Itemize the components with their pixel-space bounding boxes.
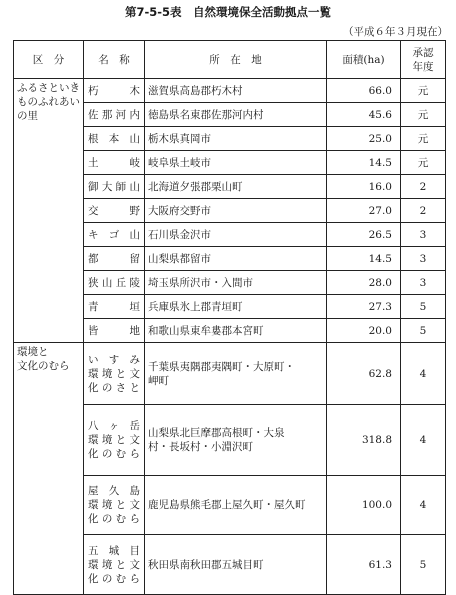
area-cell: 45.6 xyxy=(327,103,401,127)
location-cell: 千葉県夷隅郡夷隅町・大原町・ 岬町 xyxy=(145,343,327,405)
location-cell: 和歌山県東牟婁郡本宮町 xyxy=(145,319,327,343)
area-cell: 100.0 xyxy=(327,476,401,535)
area-cell: 26.5 xyxy=(327,223,401,247)
area-cell: 27.3 xyxy=(327,295,401,319)
area-cell: 16.0 xyxy=(327,175,401,199)
base-list-table xyxy=(13,40,446,595)
table-row xyxy=(14,343,446,405)
year-cell: 3 xyxy=(401,247,446,271)
header-location: 所 在 地 xyxy=(145,41,327,79)
name-cell: 朽木 xyxy=(84,79,145,103)
header-row xyxy=(14,41,446,79)
location-cell: 鹿児島県熊毛郡上屋久町・屋久町 xyxy=(145,476,327,535)
area-cell: 66.0 xyxy=(327,79,401,103)
header-area: 面積(ha) xyxy=(327,41,401,79)
year-cell: 3 xyxy=(401,271,446,295)
category-cell: ふるさといきものふれあいの里 xyxy=(14,79,84,343)
year-cell: 元 xyxy=(401,151,446,175)
year-cell: 2 xyxy=(401,175,446,199)
area-cell: 14.5 xyxy=(327,151,401,175)
name-cell: 土岐 xyxy=(84,151,145,175)
location-cell: 大阪府交野市 xyxy=(145,199,327,223)
year-cell: 5 xyxy=(401,295,446,319)
category-cell: 環境と 文化のむら xyxy=(14,343,84,595)
area-cell: 27.0 xyxy=(327,199,401,223)
name-cell: 八ヶ岳 環境と文 化のむら xyxy=(84,405,145,476)
area-cell: 62.8 xyxy=(327,343,401,405)
name-cell: 交野 xyxy=(84,199,145,223)
header-category: 区 分 xyxy=(14,41,84,79)
location-cell: 岐阜県土岐市 xyxy=(145,151,327,175)
area-cell: 318.8 xyxy=(327,405,401,476)
name-cell: 佐那河内 xyxy=(84,103,145,127)
header-name: 名 称 xyxy=(84,41,145,79)
year-cell: 5 xyxy=(401,319,446,343)
location-cell: 滋賀県高島郡朽木村 xyxy=(145,79,327,103)
area-cell: 25.0 xyxy=(327,127,401,151)
location-cell: 山梨県北巨摩郡高根町・大泉 村・長坂村・小淵沢町 xyxy=(145,405,327,476)
location-cell: 秋田県南秋田郡五城目町 xyxy=(145,535,327,595)
location-cell: 徳島県名東郡佐那河内村 xyxy=(145,103,327,127)
name-cell: 五城目 環境と文 化のむら xyxy=(84,535,145,595)
name-cell: 屋久島 環境と文 化のむら xyxy=(84,476,145,535)
table-row xyxy=(14,79,446,103)
year-cell: 元 xyxy=(401,79,446,103)
year-cell: 元 xyxy=(401,127,446,151)
area-cell: 28.0 xyxy=(327,271,401,295)
date-note: （平成６年３月現在） xyxy=(343,26,448,38)
name-cell: 青垣 xyxy=(84,295,145,319)
name-cell: いすみ 環境と文 化のさと xyxy=(84,343,145,405)
year-cell: 4 xyxy=(401,405,446,476)
name-cell: 御大師山 xyxy=(84,175,145,199)
year-cell: 3 xyxy=(401,223,446,247)
name-cell: 皆地 xyxy=(84,319,145,343)
location-cell: 石川県金沢市 xyxy=(145,223,327,247)
location-cell: 栃木県真岡市 xyxy=(145,127,327,151)
area-cell: 61.3 xyxy=(327,535,401,595)
year-cell: 4 xyxy=(401,476,446,535)
location-cell: 埼玉県所沢市・入間市 xyxy=(145,271,327,295)
header-year: 承認 年度 xyxy=(401,41,446,79)
name-cell: 都留 xyxy=(84,247,145,271)
year-cell: 4 xyxy=(401,343,446,405)
location-cell: 山梨県都留市 xyxy=(145,247,327,271)
name-cell: 根本山 xyxy=(84,127,145,151)
location-cell: 兵庫県氷上郡青垣町 xyxy=(145,295,327,319)
area-cell: 20.0 xyxy=(327,319,401,343)
year-cell: 元 xyxy=(401,103,446,127)
year-cell: 5 xyxy=(401,535,446,595)
table-title: 第7-5-5表 自然環境保全活動拠点一覧 xyxy=(124,5,332,19)
year-cell: 2 xyxy=(401,199,446,223)
location-cell: 北海道夕張郡栗山町 xyxy=(145,175,327,199)
name-cell: キゴ山 xyxy=(84,223,145,247)
name-cell: 狭山丘陵 xyxy=(84,271,145,295)
area-cell: 14.5 xyxy=(327,247,401,271)
